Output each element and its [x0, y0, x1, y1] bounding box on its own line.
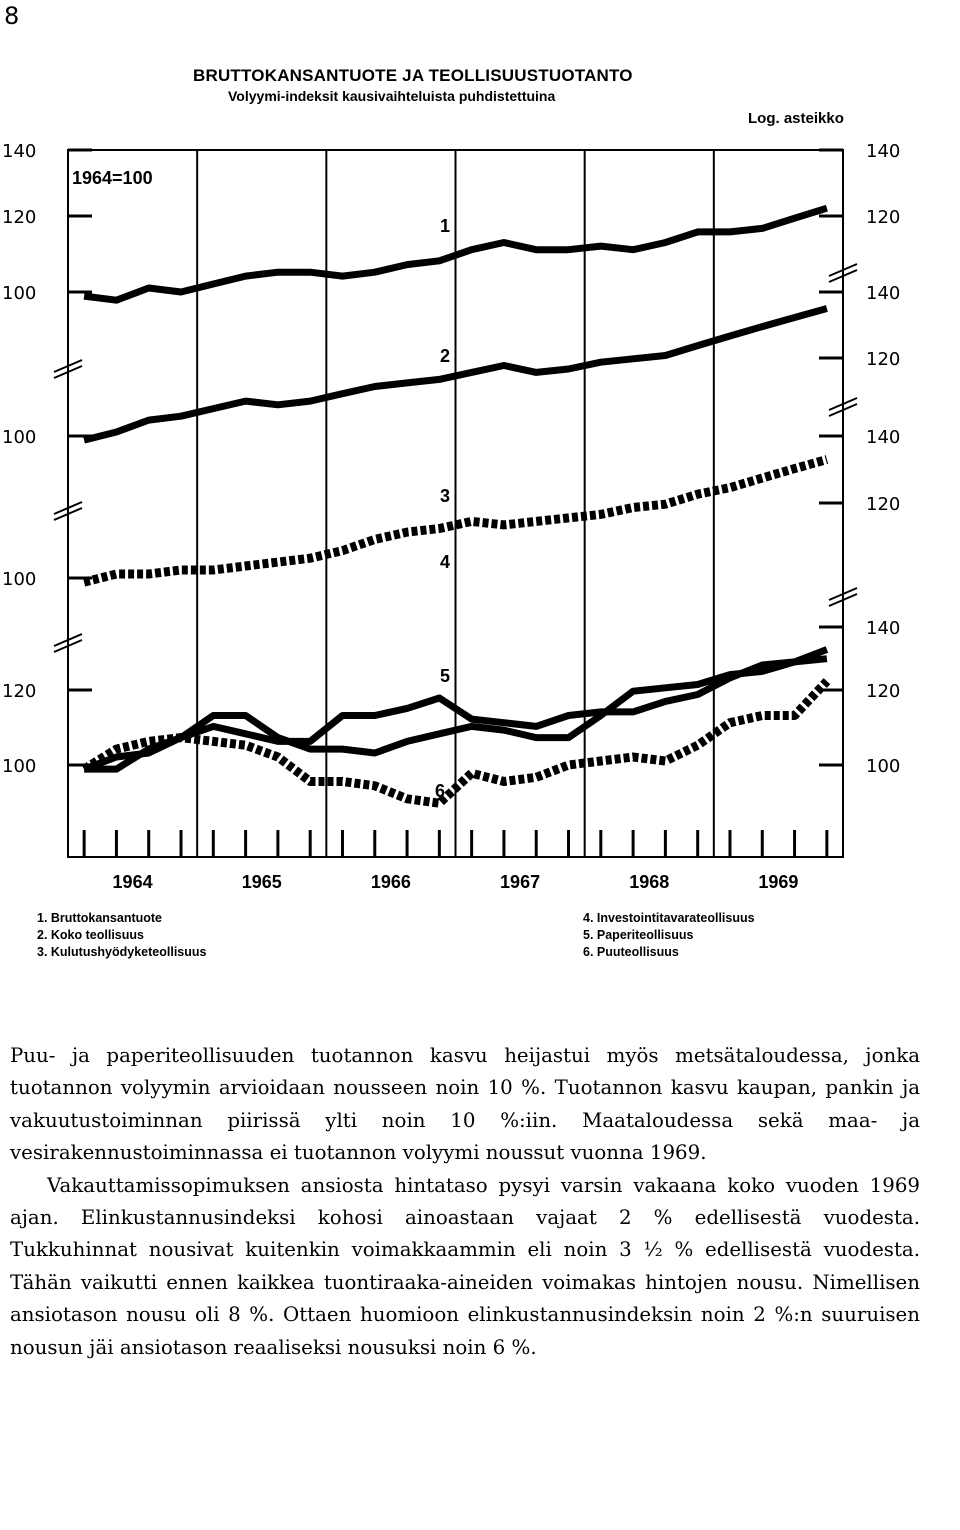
legend-item: 4. Investointitavarateollisuus: [583, 911, 755, 925]
y-tick-label: 140: [866, 427, 901, 448]
y-ticks-left: [2, 141, 92, 777]
series-label: 1: [440, 216, 451, 236]
x-tick-label: 1965: [241, 872, 282, 892]
chart-subtitle: Volyymi-indeksit kausivaihteluista puhdistettuina: [228, 88, 556, 104]
base-note: [72, 168, 153, 188]
x-tick-label: 1967: [500, 872, 541, 892]
legend-right: [583, 910, 755, 961]
y-tick-label: 100: [2, 283, 37, 304]
y-tick-label: 140: [866, 283, 901, 304]
body-text: [10, 1040, 920, 1364]
y-tick-label: 100: [2, 756, 37, 777]
y-tick-label: 100: [2, 569, 37, 590]
series-label: 4: [440, 552, 451, 572]
series-label: 2: [440, 346, 451, 366]
legend-item: 3. Kulutushyödyketeollisuus: [37, 945, 207, 959]
y-tick-label: 120: [2, 681, 37, 702]
base-year-note: 1964=100: [72, 168, 153, 188]
x-axis-labels: [113, 872, 799, 892]
page-number: 8: [4, 2, 20, 30]
chart-title: BRUTTOKANSANTUOTE JA TEOLLISUUSTUOTANTO: [193, 66, 633, 85]
y-tick-label: 140: [866, 141, 901, 162]
y-ticks-right: [819, 141, 900, 777]
legend-item: 6. Puuteollisuus: [583, 945, 679, 959]
series-labels: [435, 216, 450, 801]
y-tick-label: 120: [866, 349, 901, 370]
series-label: 6: [435, 781, 446, 801]
log-scale-note: Log. asteikko: [748, 110, 844, 127]
legend-item: 1. Bruttokansantuote: [37, 911, 163, 925]
series-label: 5: [440, 666, 451, 686]
x-tick-label: 1969: [758, 872, 799, 892]
legend-item: 2. Koko teollisuus: [37, 928, 144, 942]
x-tick-label: 1964: [112, 872, 153, 892]
legend-item: 5. Paperiteollisuus: [583, 928, 694, 942]
y-tick-label: 120: [866, 207, 901, 228]
y-tick-label: 140: [866, 618, 901, 639]
series-label: 3: [440, 486, 451, 506]
paragraph: Vakauttamissopimuksen ansiosta hintataso pysyi varsin vakaana koko vuoden 1969 ajan. Elinkustannusindeksi kohosi ainoastaan vajaat 2 % edellisestä vuodesta. Tukkuhinnat nousivat kuitenkin voimakkaammin eli noin 3 ½ % edellisestä vuodesta. Tähän vaikutti ennen kaikkea tuontiraaka-aineiden voimakas hintojen nousu. Nimellisen ansiotason nousu oli 8 %. Ottaen huomioon elinkustannusindeksin noin 2 %:n suuruisen nousun jäi ansiotason reaaliseksi nousuksi noin 6 %.: [10, 1173, 920, 1359]
y-tick-label: 120: [866, 494, 901, 515]
y-tick-label: 100: [2, 427, 37, 448]
x-tick-label: 1966: [370, 872, 411, 892]
legend-left: [37, 910, 206, 961]
y-tick-label: 120: [2, 207, 37, 228]
x-tick-label: 1968: [629, 872, 670, 892]
y-tick-label: 100: [866, 756, 901, 777]
y-tick-label: 140: [2, 141, 37, 162]
paragraph: Puu- ja paperiteollisuuden tuotannon kasvu heijastui myös metsätaloudessa, jonka tuotannon volyymin arvioidaan nousseen noin 10 %. Tuotannon kasvu kaupan, pankin ja vakuutustoiminnan piirissä ylti noin 10 %:iin. Maataloudessa sekä maa- ja vesirakennustoiminnassa ei tuotannon volyymi noussut vuonna 1969.: [10, 1044, 920, 1165]
y-tick-label: 120: [866, 681, 901, 702]
